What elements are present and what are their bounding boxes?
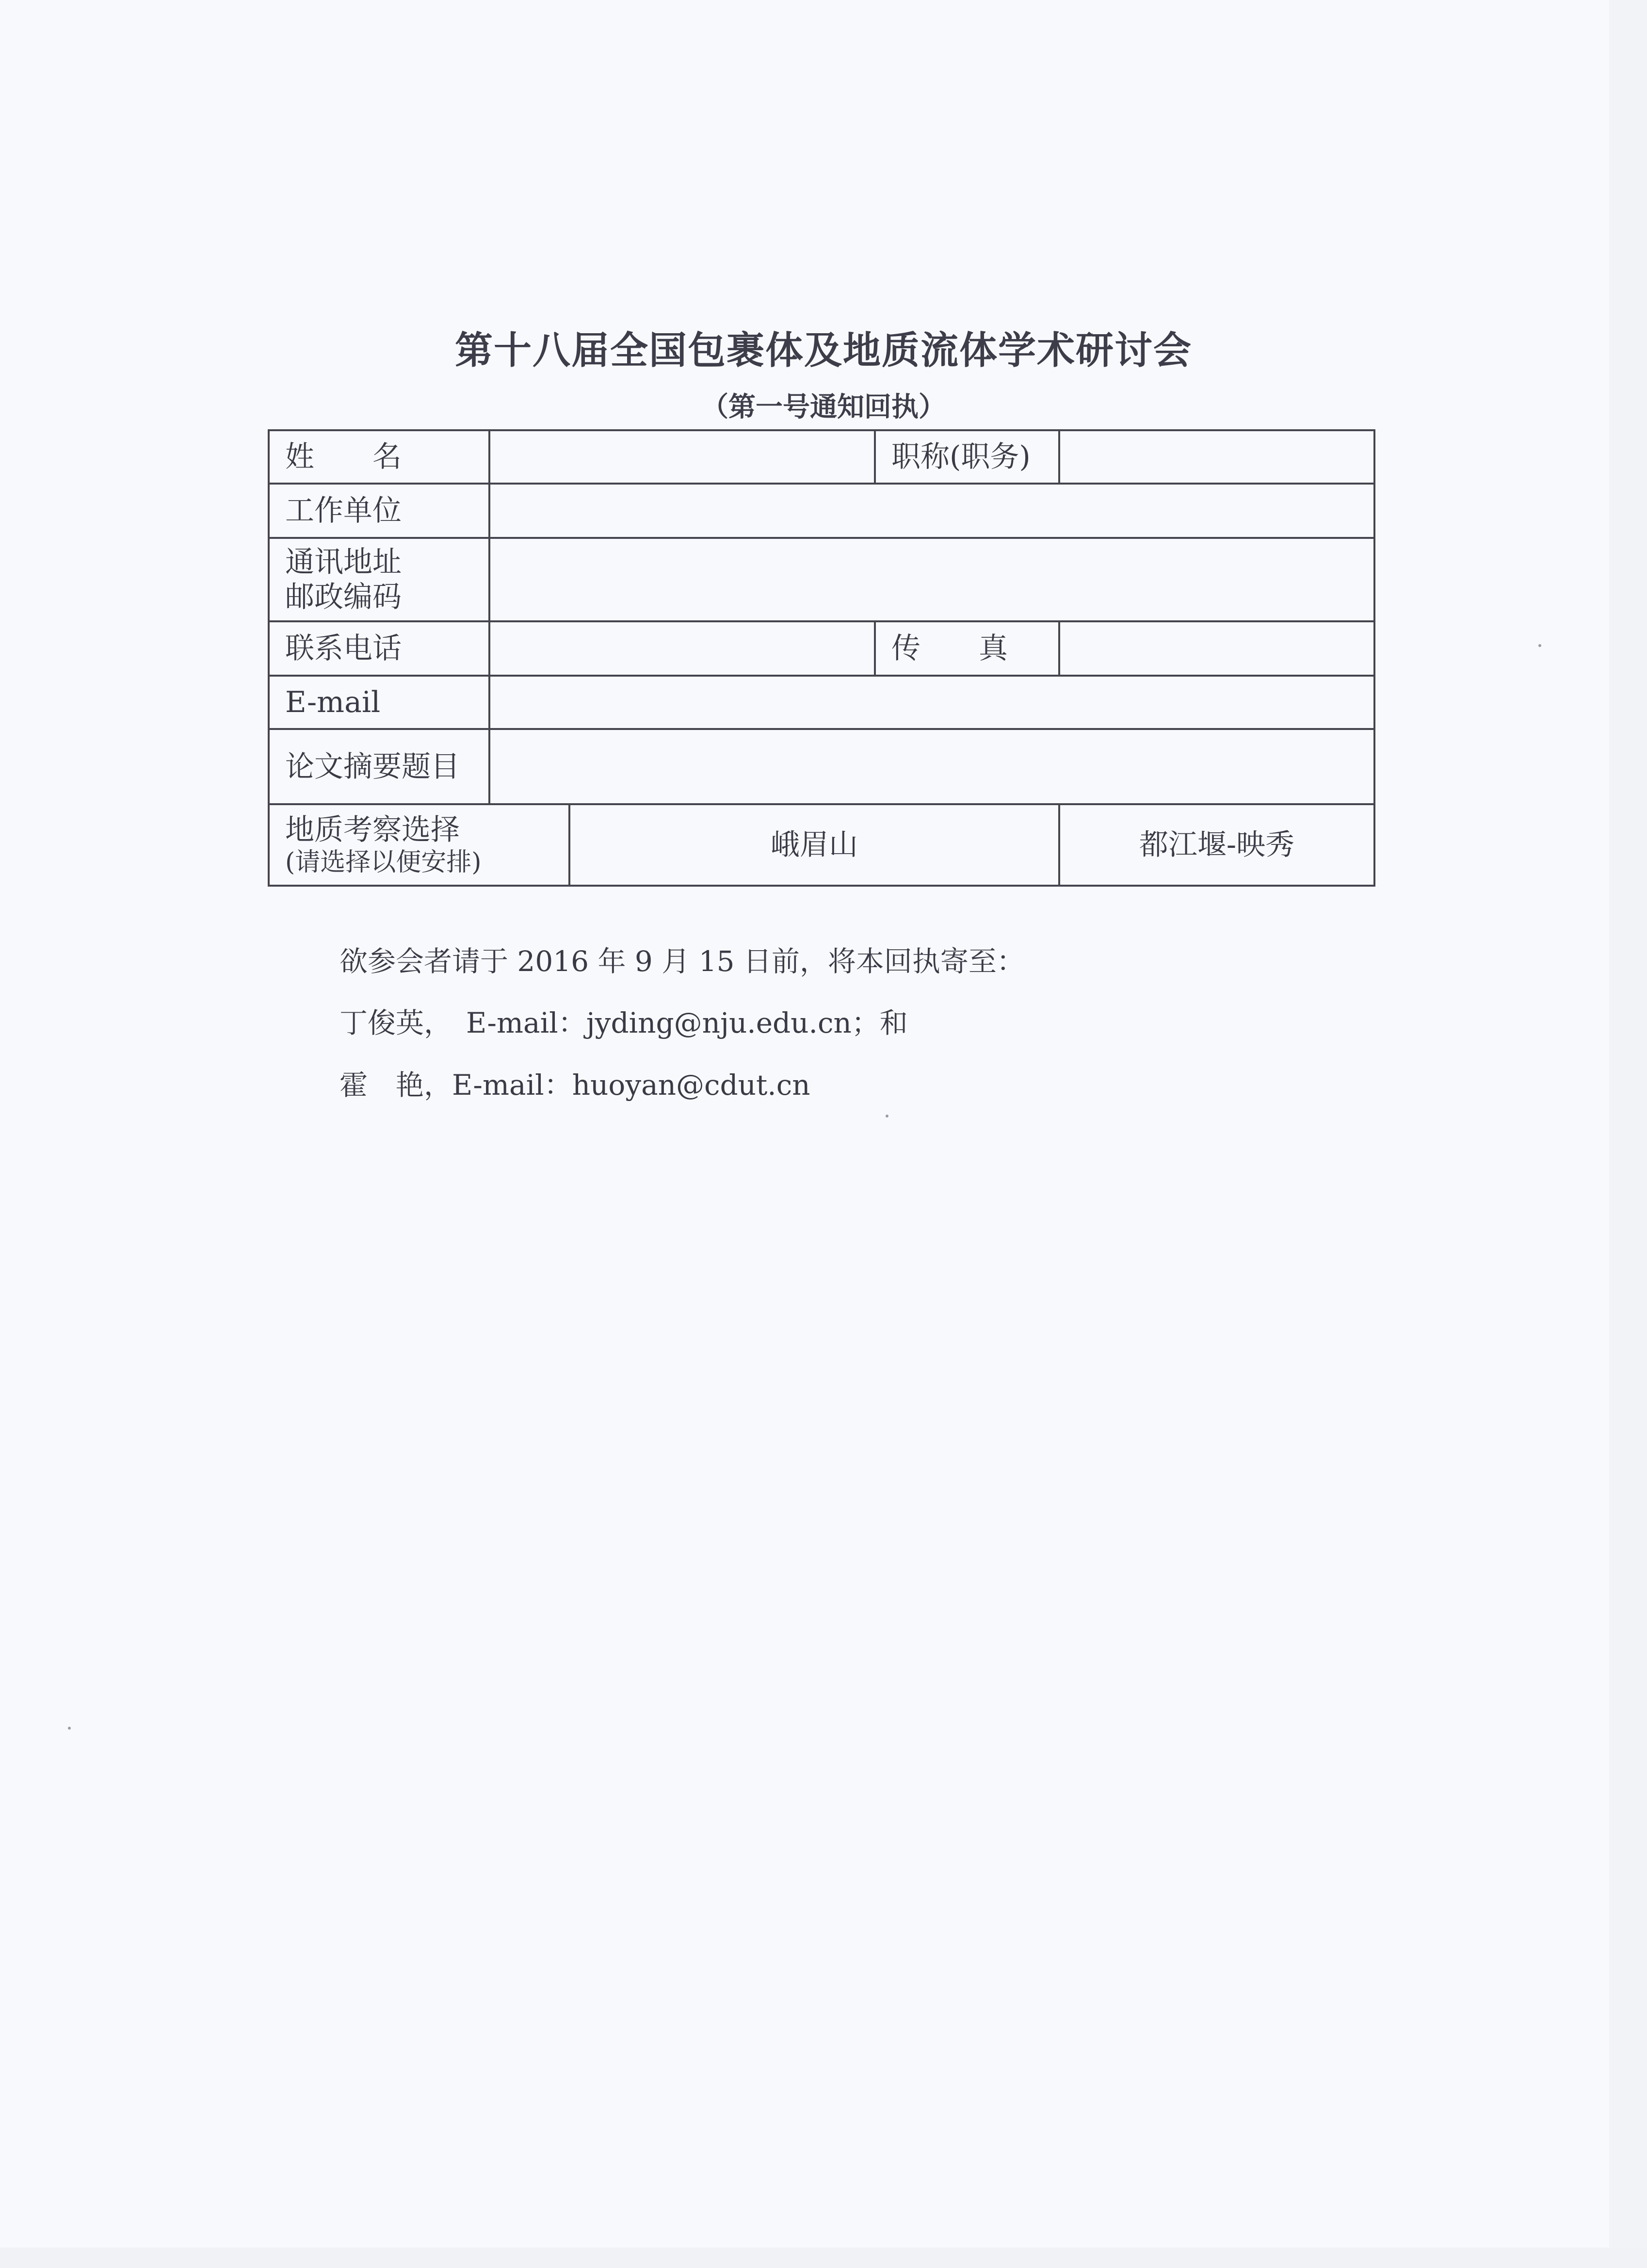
email-label: E-mail: [269, 676, 489, 729]
scan-edge-bottom: [0, 2248, 1647, 2268]
form-row-address: [269, 538, 1374, 621]
field-trip-hint: (请选择以便安排): [285, 847, 482, 877]
email-field[interactable]: [489, 676, 1374, 729]
contact-huo: 霍 艳，E-mail：huoyan@cdut.cn: [339, 1069, 810, 1102]
abstract-label: 论文摘要题目: [269, 729, 489, 804]
name-label: 姓 名: [269, 430, 489, 484]
registration-form-table: [268, 429, 1375, 887]
form-row-email: [269, 676, 1374, 729]
title-field[interactable]: [1059, 430, 1374, 484]
work-unit-label: 工作单位: [269, 484, 489, 538]
document-title: 第十八届全国包裹体及地质流体学术研讨会: [454, 329, 1192, 373]
scan-speck: [1538, 644, 1541, 647]
name-field[interactable]: [489, 430, 875, 484]
postcode-label: 邮政编码: [285, 580, 402, 614]
work-unit-field[interactable]: [489, 484, 1374, 538]
title-label: 职称(职务): [875, 430, 1059, 484]
form-row-field-trip: [269, 804, 1374, 886]
phone-label: 联系电话: [269, 621, 489, 676]
address-field[interactable]: [489, 538, 1374, 621]
field-trip-label: 地质考察选择: [285, 812, 460, 847]
scan-speck: [886, 1115, 888, 1118]
abstract-field[interactable]: [489, 729, 1374, 804]
field-trip-option-emeishan[interactable]: 峨眉山: [569, 804, 1059, 886]
form-row-name: [269, 430, 1374, 484]
address-label-cell: [269, 538, 489, 621]
form-row-phone: [269, 621, 1374, 676]
deadline-note: 欲参会者请于 2016 年 9 月 15 日前，将本回执寄至：: [339, 945, 1025, 978]
document-subtitle: （第一号通知回执）: [701, 391, 946, 423]
field-trip-option-dujiangyan[interactable]: 都江堰-映秀: [1059, 804, 1374, 886]
address-label: 通讯地址: [285, 545, 402, 579]
fax-field[interactable]: [1059, 621, 1374, 676]
fax-label: 传 真: [875, 621, 1059, 676]
field-trip-label-cell: [269, 804, 569, 886]
scan-speck: [68, 1727, 71, 1730]
phone-field[interactable]: [489, 621, 875, 676]
contact-ding: 丁俊英， E-mail：jyding@nju.edu.cn；和: [339, 1006, 908, 1039]
form-row-abstract: [269, 729, 1374, 804]
form-row-work-unit: [269, 484, 1374, 538]
